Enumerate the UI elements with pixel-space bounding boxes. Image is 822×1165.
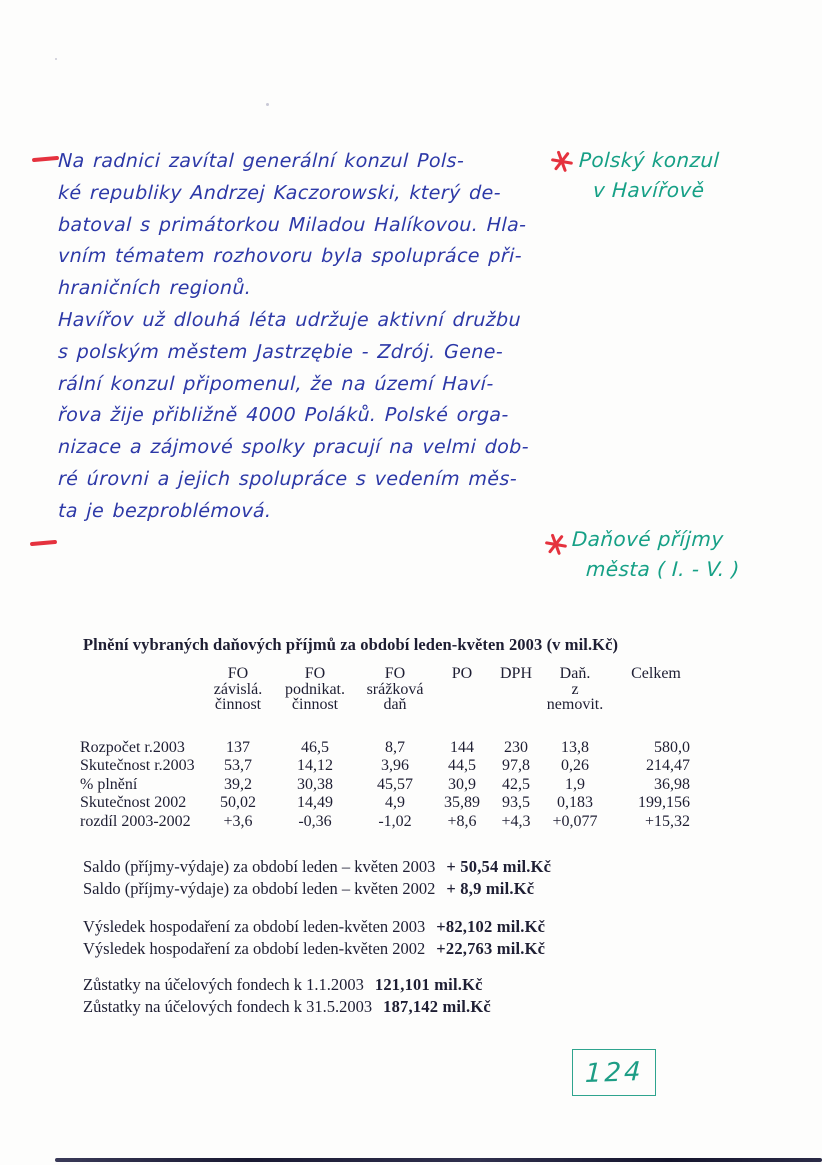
cell-value: 44,5 bbox=[448, 757, 476, 775]
summary-line bbox=[83, 879, 534, 899]
summary-line bbox=[83, 939, 545, 959]
cell-value: 4,9 bbox=[385, 794, 405, 812]
handwritten-line: rální konzul připomenul, že na území Haví- bbox=[57, 372, 495, 395]
summary-label: Výsledek hospodaření za období leden-květen 2002 bbox=[83, 939, 426, 958]
cell-value: 50,02 bbox=[220, 794, 256, 812]
handwritten-line: ta je bezproblémová. bbox=[57, 499, 272, 522]
cell-value: +3,6 bbox=[223, 812, 253, 830]
cell-value: 36,98 bbox=[654, 775, 690, 793]
summary-value: +22,763 mil.Kč bbox=[436, 939, 546, 958]
row-label: Rozpočet r.2003 bbox=[80, 738, 185, 756]
scan-speck bbox=[266, 103, 269, 106]
cell-value: 214,47 bbox=[646, 757, 690, 775]
cell-value: 230 bbox=[504, 738, 528, 756]
cell-value: 0,26 bbox=[561, 757, 589, 775]
handwritten-line: ké republiky Andrzej Kaczorowski, který de- bbox=[57, 181, 502, 204]
cell-value: 1,9 bbox=[565, 775, 585, 793]
cell-value: 8,7 bbox=[385, 738, 405, 756]
cell-value: 199,156 bbox=[638, 794, 690, 812]
scan-bottom-edge bbox=[55, 1158, 822, 1162]
summary-label: Saldo (příjmy-výdaje) za období leden – květen 2003 bbox=[83, 857, 436, 876]
page-number-box bbox=[572, 1049, 656, 1096]
summary-line bbox=[83, 975, 483, 995]
summary-line bbox=[83, 917, 545, 937]
handwritten-line: hraničních regionů. bbox=[57, 277, 252, 300]
report-title: Plnění vybraných daňových příjmů za období leden-květen 2003 (v mil.Kč) bbox=[83, 635, 619, 654]
cell-value: 14,49 bbox=[297, 794, 333, 812]
handwritten-line: s polským městem Jastrzębie - Zdrój. Gene- bbox=[57, 340, 504, 363]
cell-value: 144 bbox=[450, 738, 474, 756]
cell-value: 30,9 bbox=[448, 775, 476, 793]
summary-label: Zůstatky na účelových fondech k 1.1.2003 bbox=[83, 975, 364, 994]
cell-value: 35,89 bbox=[444, 794, 480, 812]
row-label: Skutečnost 2002 bbox=[80, 794, 187, 812]
cell-value: +0,077 bbox=[552, 812, 598, 830]
summary-value: +82,102 mil.Kč bbox=[436, 917, 546, 936]
cell-value: 42,5 bbox=[502, 775, 530, 793]
summary-line bbox=[83, 857, 551, 877]
margin-note-line: Polský konzul bbox=[578, 148, 721, 172]
scan-speck bbox=[55, 58, 57, 60]
cell-value: 39,2 bbox=[224, 775, 252, 793]
page-number: 124 bbox=[584, 1056, 644, 1089]
margin-note-line: v Havířově bbox=[592, 178, 706, 202]
row-label: rozdíl 2003-2002 bbox=[80, 812, 191, 830]
cell-value: 13,8 bbox=[561, 738, 589, 756]
handwritten-line: nizace a zájmové spolky pracují na velmi dob- bbox=[57, 436, 530, 459]
summary-label: Saldo (příjmy-výdaje) za období leden – květen 2002 bbox=[83, 879, 436, 898]
cell-value: 580,0 bbox=[654, 738, 690, 756]
column-header: PO bbox=[451, 665, 473, 682]
cell-value: +15,32 bbox=[644, 812, 690, 830]
summary-label: Zůstatky na účelových fondech k 31.5.2003 bbox=[83, 997, 373, 1016]
cell-value: -0,36 bbox=[298, 812, 332, 830]
margin-note-line: města ( I. - V. ) bbox=[585, 557, 741, 581]
handwritten-line: vním tématem rozhovoru byla spolupráce při- bbox=[57, 245, 523, 268]
handwritten-line: batoval s primátorkou Miladou Halíkovou. Hla- bbox=[57, 213, 527, 236]
summary-label: Výsledek hospodaření za období leden-květen 2003 bbox=[83, 917, 426, 936]
summary-value: + 8,9 mil.Kč bbox=[446, 879, 535, 898]
row-label: % plnění bbox=[80, 775, 138, 793]
summary-value: 187,142 mil.Kč bbox=[383, 997, 491, 1016]
cell-value: +8,6 bbox=[447, 812, 477, 830]
cell-value: +4,3 bbox=[501, 812, 531, 830]
summary-value: 121,101 mil.Kč bbox=[374, 975, 483, 994]
cell-value: 30,38 bbox=[297, 775, 333, 793]
cell-value: 93,5 bbox=[502, 794, 530, 812]
cell-value: 53,7 bbox=[224, 757, 252, 775]
handwritten-line: Na radnici zavítal generální konzul Pols- bbox=[57, 150, 465, 172]
column-header: FO podnikat. činnost bbox=[285, 665, 345, 713]
column-header: FO závislá. činnost bbox=[213, 665, 263, 713]
summary-value: + 50,54 mil.Kč bbox=[446, 857, 552, 876]
column-header: Celkem bbox=[631, 665, 681, 682]
cell-value: 45,57 bbox=[377, 775, 413, 793]
summary-line bbox=[83, 997, 491, 1017]
handwritten-line: Havířov už dlouhá léta udržuje aktivní družbu bbox=[57, 308, 522, 331]
row-label: Skutečnost r.2003 bbox=[80, 757, 195, 775]
column-header: DPH bbox=[499, 665, 532, 682]
handwritten-line: řova žije přibližně 4000 Poláků. Polské orga- bbox=[57, 404, 510, 427]
cell-value: 137 bbox=[226, 738, 250, 756]
cell-value: -1,02 bbox=[378, 812, 412, 830]
column-header: FO srážková daň bbox=[366, 665, 424, 713]
margin-note-line: Daňové příjmy bbox=[571, 527, 725, 551]
cell-value: 0,183 bbox=[557, 794, 593, 812]
cell-value: 3,96 bbox=[381, 757, 409, 775]
cell-value: 97,8 bbox=[502, 757, 530, 775]
cell-value: 46,5 bbox=[301, 738, 329, 756]
column-header: Daň. z nemovit. bbox=[546, 665, 604, 713]
handwritten-line: ré úrovni a jejich spolupráce s vedením měs- bbox=[57, 467, 518, 490]
cell-value: 14,12 bbox=[297, 757, 333, 775]
